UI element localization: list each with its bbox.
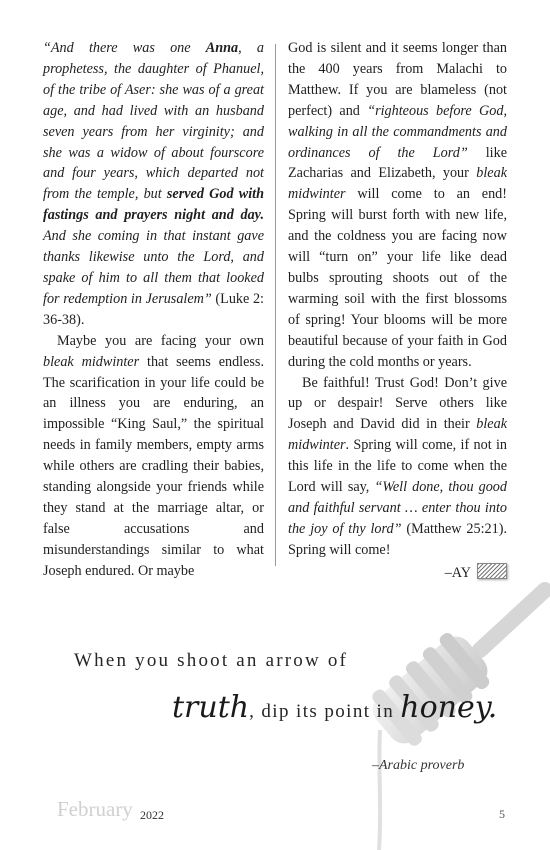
text-run: served God with fastings and prayers night and day. [43, 186, 264, 224]
left-column [43, 38, 264, 582]
text-run: And she coming in that instant gave thanks likewise unto the Lord, and spake of him to all them that looked for redemption in Jerusalem” [43, 228, 264, 307]
text-run: “And there was one [43, 40, 206, 56]
text-run: (Luke 2: 36-38). [43, 290, 264, 328]
text-run: “Well done, thou good and faithful servant … enter thou into the joy of thy lord” [288, 479, 507, 537]
signature-text: –AY [444, 564, 471, 581]
quote-word-truth: truth [172, 690, 250, 725]
text-run: “righteous before God, walking in all the commandments and ordinances of the Lord” [288, 102, 507, 161]
quote-attribution: –Arabic proverb [372, 758, 465, 773]
text-run: Anna [205, 40, 239, 56]
column-divider [275, 44, 276, 566]
footer-month: February [57, 797, 133, 821]
quote-line-1: When you shoot an arrow of [74, 650, 349, 671]
text-run: that seems endless. The scarification in your life could be an illness you are enduring, an impossible “King Saul,” the spiritual needs in family members, empty arms while others are cradling their babies, standing alongside your friends while they stand at the marriage altar, or false accusations and misunderstandings similar to what Joseph endured. Or maybe [43, 353, 265, 579]
quote-middle: , dip its point in [249, 701, 395, 722]
text-run: Maybe you are facing your own [57, 332, 264, 349]
text-run: Be faithful! Trust God! Don’t give up or despair! Serve others like Joseph and David did in their [288, 374, 507, 433]
text-run: bleak midwinter [43, 353, 140, 370]
quote-word-honey: honey. [400, 690, 498, 725]
quote-line-2 [172, 690, 497, 725]
text-run: , a prophetess, the daughter of Phanuel, of the tribe of Aser: she was of a great age, and had lived with an husband seven years from her virginity; and she was a widow of about fourscore and four years, which departed not from the temple, but [43, 40, 264, 203]
text-run: (Matthew 25:21). Spring will come! [288, 520, 507, 558]
text-run: God is silent and it seems longer than the 400 years from Malachi to Matthew. If you are blameless (not perfect) and [288, 40, 507, 119]
text-run: . Spring will come, if not in this life in the life to come when the Lord will say, [288, 437, 507, 496]
left-paragraph-1 [43, 38, 264, 331]
snowy-landscape-icon [477, 563, 507, 579]
footer-year: 2022 [140, 808, 164, 822]
text-run: bleak midwinter [288, 165, 507, 203]
right-column [288, 38, 507, 584]
page-number: 5 [499, 807, 505, 821]
left-paragraph-2 [43, 331, 264, 582]
right-paragraph-2 [288, 373, 507, 561]
text-run: like Zacharias and Elizabeth, your [288, 144, 507, 182]
text-run: bleak midwinter [288, 416, 507, 454]
right-paragraph-1 [288, 38, 507, 373]
text-run: will come to an end! Spring will burst forth with new life, and the coldness you are facing now will “turn on” your life like dead bulbs sprouting shoots out of the warming soil with the first blossoms of spring! Your blooms will be more beautiful because of your faith in God during the cold months or years. [288, 186, 507, 370]
